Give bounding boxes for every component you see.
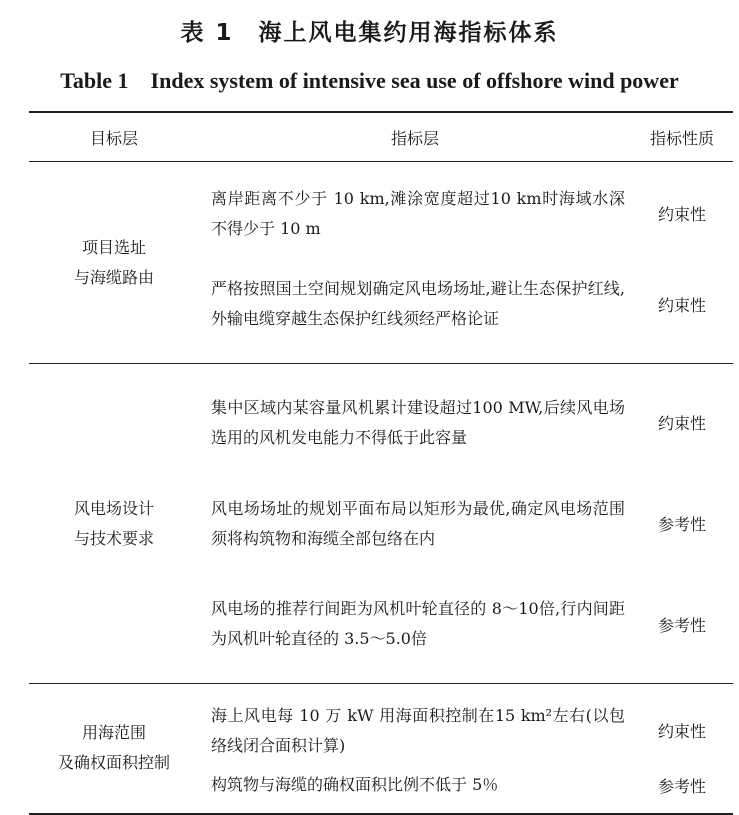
target-layer-line: 风电场设计 [73,498,154,518]
table-row [29,684,733,768]
table-title-english: Table 1 Index system of intensive sea use of offshore wind power [60,68,679,93]
indicator-cell: 构筑物与海缆的确权面积比例不低于 5％ [211,775,499,794]
target-layer-cell [29,162,199,364]
header-target-layer: 目标层 [89,128,138,148]
target-layer-line: 项目选址 [81,237,146,257]
target-layer-cell [29,684,199,814]
header-row [29,112,733,162]
indicator-cell: 集中区域内某容量风机累计建设超过100 MW,后续风电场选用的风机发电能力不得低于此容量 [211,397,625,447]
indicator-cell: 风电场场址的规划平面布局以矩形为最优,确定风电场范围须将构筑物和海缆全部包络在内 [211,498,625,548]
property-cell: 约束性 [657,722,706,742]
header-indicator-property: 指标性质 [649,128,714,148]
property-cell: 参考性 [657,515,706,534]
target-layer-cell [29,364,199,684]
property-cell: 参考性 [657,615,706,635]
property-cell: 参考性 [657,776,706,796]
indicator-cell: 离岸距离不少于 10 km,滩涂宽度超过10 km时海域水深不得少于 10 m [211,188,625,238]
table-row [29,364,733,472]
indicator-cell: 风电场的推荐行间距为风机叶轮直径的 8～10倍,行内间距为风机叶轮直径的 3.5～5.0倍 [211,599,625,649]
group-sea-area-control [29,684,733,814]
table-title-chinese: 表 1 海上风电集约用海指标体系 [180,20,559,46]
table-header [29,112,733,162]
target-layer-line: 与海缆路由 [73,267,154,287]
header-indicator-layer: 指标层 [390,128,439,148]
indicator-cell: 严格按照国土空间规划确定风电场场址,避让生态保护红线,外输电缆穿越生态保护红线须经严格论证 [211,279,625,329]
index-system-table [29,111,733,815]
target-layer-line: 与技术要求 [73,528,154,548]
indicator-cell: 海上风电每 10 万 kW 用海面积控制在15 km²左右(以包络线闭合面积计算) [211,705,625,755]
property-cell: 约束性 [657,295,706,315]
table-row [29,162,733,256]
target-layer-line: 及确权面积控制 [57,753,170,773]
group-site-selection [29,162,733,364]
property-cell: 约束性 [657,205,706,225]
group-design-requirements [29,364,733,684]
property-cell: 约束性 [657,414,706,434]
target-layer-line: 用海范围 [81,723,146,743]
